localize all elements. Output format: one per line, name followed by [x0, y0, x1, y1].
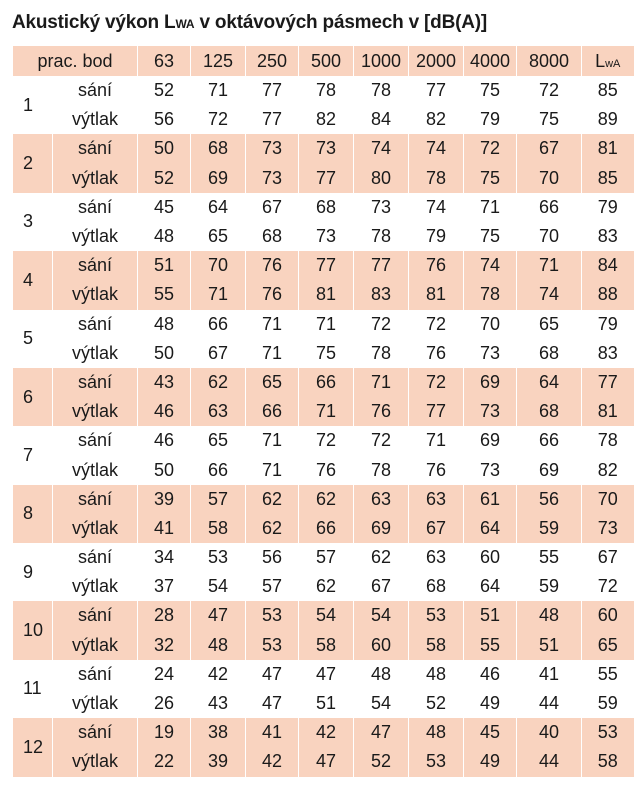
value-cell: 59	[517, 514, 582, 543]
value-cell: 68	[246, 222, 299, 251]
value-cell: 80	[354, 164, 409, 193]
value-cell: 46	[138, 426, 191, 455]
value-cell: 84	[582, 251, 634, 280]
value-cell: 76	[354, 397, 409, 426]
mode-label-vytlak: výtlak	[53, 105, 138, 134]
value-cell: 67	[582, 543, 634, 572]
value-cell: 67	[246, 193, 299, 222]
value-cell: 56	[517, 485, 582, 514]
value-cell: 19	[138, 718, 191, 747]
value-cell: 47	[299, 660, 354, 689]
value-cell: 68	[517, 397, 582, 426]
header-band-2000: 2000	[409, 46, 464, 76]
value-cell: 64	[517, 368, 582, 397]
value-cell: 73	[464, 339, 517, 368]
value-cell: 53	[246, 631, 299, 660]
mode-label-sani: sání	[53, 193, 138, 222]
value-cell: 46	[138, 397, 191, 426]
mode-label-vytlak: výtlak	[53, 689, 138, 718]
table-row	[13, 105, 634, 134]
mode-label-vytlak: výtlak	[53, 455, 138, 484]
value-cell: 66	[191, 455, 246, 484]
value-cell: 72	[354, 310, 409, 339]
value-cell: 69	[464, 426, 517, 455]
value-cell: 52	[138, 164, 191, 193]
value-cell: 82	[409, 105, 464, 134]
mode-label-sani: sání	[53, 368, 138, 397]
value-cell: 82	[299, 105, 354, 134]
mode-label-vytlak: výtlak	[53, 222, 138, 251]
value-cell: 71	[299, 310, 354, 339]
value-cell: 66	[299, 514, 354, 543]
value-cell: 54	[354, 601, 409, 630]
value-cell: 69	[191, 164, 246, 193]
mode-label-vytlak: výtlak	[53, 397, 138, 426]
table-row	[13, 310, 634, 339]
value-cell: 74	[409, 134, 464, 163]
table-row	[13, 134, 634, 163]
value-cell: 66	[191, 310, 246, 339]
value-cell: 64	[191, 193, 246, 222]
value-cell: 78	[409, 164, 464, 193]
value-cell: 79	[582, 310, 634, 339]
value-cell: 68	[517, 339, 582, 368]
value-cell: 48	[409, 718, 464, 747]
value-cell: 73	[299, 222, 354, 251]
value-cell: 76	[409, 455, 464, 484]
value-cell: 52	[409, 689, 464, 718]
value-cell: 28	[138, 601, 191, 630]
value-cell: 66	[517, 426, 582, 455]
value-cell: 78	[354, 222, 409, 251]
operating-point-number: 10	[13, 601, 53, 659]
value-cell: 47	[246, 689, 299, 718]
operating-point-number: 4	[13, 251, 53, 309]
mode-label-sani: sání	[53, 485, 138, 514]
table-row	[13, 660, 634, 689]
value-cell: 73	[464, 455, 517, 484]
table-row	[13, 397, 634, 426]
value-cell: 77	[354, 251, 409, 280]
value-cell: 81	[299, 280, 354, 309]
value-cell: 75	[517, 105, 582, 134]
value-cell: 81	[409, 280, 464, 309]
table-row	[13, 193, 634, 222]
value-cell: 71	[246, 455, 299, 484]
mode-label-sani: sání	[53, 601, 138, 630]
operating-point-number: 1	[13, 76, 53, 134]
value-cell: 65	[246, 368, 299, 397]
mode-label-sani: sání	[53, 134, 138, 163]
value-cell: 55	[464, 631, 517, 660]
value-cell: 66	[517, 193, 582, 222]
table-row	[13, 339, 634, 368]
value-cell: 46	[464, 660, 517, 689]
operating-point-number: 7	[13, 426, 53, 484]
table-row	[13, 747, 634, 776]
header-row	[13, 46, 634, 76]
value-cell: 71	[464, 193, 517, 222]
page-title	[12, 12, 487, 34]
value-cell: 55	[582, 660, 634, 689]
value-cell: 71	[246, 339, 299, 368]
table-row	[13, 631, 634, 660]
value-cell: 58	[299, 631, 354, 660]
mode-label-sani: sání	[53, 718, 138, 747]
value-cell: 69	[517, 455, 582, 484]
value-cell: 72	[582, 572, 634, 601]
value-cell: 66	[246, 397, 299, 426]
value-cell: 62	[299, 572, 354, 601]
value-cell: 52	[354, 747, 409, 776]
value-cell: 77	[246, 76, 299, 105]
header-band-1000: 1000	[354, 46, 409, 76]
value-cell: 72	[191, 105, 246, 134]
value-cell: 85	[582, 164, 634, 193]
value-cell: 42	[191, 660, 246, 689]
value-cell: 39	[138, 485, 191, 514]
value-cell: 41	[138, 514, 191, 543]
value-cell: 62	[246, 514, 299, 543]
value-cell: 43	[138, 368, 191, 397]
value-cell: 49	[464, 689, 517, 718]
value-cell: 50	[138, 134, 191, 163]
value-cell: 53	[191, 543, 246, 572]
operating-point-number: 5	[13, 310, 53, 368]
value-cell: 60	[464, 543, 517, 572]
value-cell: 68	[299, 193, 354, 222]
value-cell: 45	[464, 718, 517, 747]
value-cell: 78	[299, 76, 354, 105]
value-cell: 74	[464, 251, 517, 280]
value-cell: 48	[354, 660, 409, 689]
value-cell: 41	[517, 660, 582, 689]
value-cell: 71	[246, 310, 299, 339]
value-cell: 48	[409, 660, 464, 689]
operating-point-number: 3	[13, 193, 53, 251]
value-cell: 62	[354, 543, 409, 572]
mode-label-vytlak: výtlak	[53, 339, 138, 368]
value-cell: 65	[582, 631, 634, 660]
value-cell: 70	[517, 222, 582, 251]
value-cell: 73	[582, 514, 634, 543]
header-band-8000: 8000	[517, 46, 582, 76]
value-cell: 76	[299, 455, 354, 484]
value-cell: 79	[582, 193, 634, 222]
title-main: Akustický výkon L	[12, 12, 176, 33]
value-cell: 38	[191, 718, 246, 747]
value-cell: 79	[409, 222, 464, 251]
value-cell: 62	[299, 485, 354, 514]
value-cell: 73	[464, 397, 517, 426]
value-cell: 56	[246, 543, 299, 572]
value-cell: 73	[246, 164, 299, 193]
value-cell: 78	[464, 280, 517, 309]
value-cell: 75	[464, 164, 517, 193]
value-cell: 83	[582, 339, 634, 368]
header-band-125: 125	[191, 46, 246, 76]
value-cell: 78	[354, 76, 409, 105]
value-cell: 67	[191, 339, 246, 368]
value-cell: 64	[464, 514, 517, 543]
value-cell: 60	[582, 601, 634, 630]
value-cell: 58	[582, 747, 634, 776]
value-cell: 58	[409, 631, 464, 660]
value-cell: 76	[409, 251, 464, 280]
value-cell: 77	[409, 76, 464, 105]
value-cell: 60	[354, 631, 409, 660]
value-cell: 54	[299, 601, 354, 630]
value-cell: 74	[354, 134, 409, 163]
value-cell: 70	[582, 485, 634, 514]
value-cell: 72	[409, 310, 464, 339]
value-cell: 81	[582, 397, 634, 426]
mode-label-vytlak: výtlak	[53, 572, 138, 601]
value-cell: 59	[582, 689, 634, 718]
value-cell: 54	[191, 572, 246, 601]
operating-point-number: 6	[13, 368, 53, 426]
value-cell: 72	[354, 426, 409, 455]
header-operating-point: prac. bod	[13, 46, 138, 76]
table-row	[13, 76, 634, 105]
value-cell: 55	[138, 280, 191, 309]
value-cell: 63	[354, 485, 409, 514]
value-cell: 47	[354, 718, 409, 747]
value-cell: 85	[582, 76, 634, 105]
table-body	[13, 76, 634, 777]
mode-label-vytlak: výtlak	[53, 514, 138, 543]
value-cell: 32	[138, 631, 191, 660]
value-cell: 57	[191, 485, 246, 514]
value-cell: 81	[582, 134, 634, 163]
value-cell: 70	[464, 310, 517, 339]
sound-power-table	[12, 46, 634, 777]
value-cell: 47	[191, 601, 246, 630]
header-lwa-sub: wA	[605, 57, 621, 70]
mode-label-vytlak: výtlak	[53, 280, 138, 309]
value-cell: 65	[191, 426, 246, 455]
value-cell: 51	[517, 631, 582, 660]
value-cell: 51	[299, 689, 354, 718]
value-cell: 75	[299, 339, 354, 368]
value-cell: 77	[299, 251, 354, 280]
value-cell: 71	[246, 426, 299, 455]
value-cell: 73	[246, 134, 299, 163]
value-cell: 63	[409, 543, 464, 572]
value-cell: 75	[464, 222, 517, 251]
value-cell: 57	[246, 572, 299, 601]
value-cell: 64	[464, 572, 517, 601]
value-cell: 84	[354, 105, 409, 134]
mode-label-sani: sání	[53, 426, 138, 455]
value-cell: 68	[409, 572, 464, 601]
mode-label-vytlak: výtlak	[53, 631, 138, 660]
header-band-500: 500	[299, 46, 354, 76]
value-cell: 48	[138, 310, 191, 339]
value-cell: 63	[409, 485, 464, 514]
table-row	[13, 543, 634, 572]
table-row	[13, 455, 634, 484]
operating-point-number: 9	[13, 543, 53, 601]
title-rest: v oktávových pásmech v [dB(A)]	[194, 12, 487, 33]
header-band-63: 63	[138, 46, 191, 76]
value-cell: 39	[191, 747, 246, 776]
value-cell: 67	[409, 514, 464, 543]
header-band-4000: 4000	[464, 46, 517, 76]
value-cell: 61	[464, 485, 517, 514]
value-cell: 75	[464, 76, 517, 105]
value-cell: 88	[582, 280, 634, 309]
value-cell: 70	[517, 164, 582, 193]
value-cell: 66	[299, 368, 354, 397]
value-cell: 73	[299, 134, 354, 163]
value-cell: 59	[517, 572, 582, 601]
value-cell: 63	[191, 397, 246, 426]
mode-label-vytlak: výtlak	[53, 747, 138, 776]
value-cell: 34	[138, 543, 191, 572]
operating-point-number: 11	[13, 660, 53, 718]
value-cell: 72	[464, 134, 517, 163]
value-cell: 71	[299, 397, 354, 426]
value-cell: 40	[517, 718, 582, 747]
value-cell: 67	[354, 572, 409, 601]
value-cell: 22	[138, 747, 191, 776]
value-cell: 52	[138, 76, 191, 105]
value-cell: 58	[191, 514, 246, 543]
value-cell: 42	[246, 747, 299, 776]
value-cell: 53	[246, 601, 299, 630]
header-lwa-main: L	[595, 50, 606, 71]
value-cell: 47	[299, 747, 354, 776]
value-cell: 78	[354, 455, 409, 484]
table-row	[13, 514, 634, 543]
value-cell: 77	[299, 164, 354, 193]
value-cell: 69	[464, 368, 517, 397]
value-cell: 68	[191, 134, 246, 163]
value-cell: 71	[517, 251, 582, 280]
table-row	[13, 280, 634, 309]
value-cell: 43	[191, 689, 246, 718]
value-cell: 37	[138, 572, 191, 601]
value-cell: 77	[409, 397, 464, 426]
table-row	[13, 572, 634, 601]
table-row	[13, 368, 634, 397]
value-cell: 77	[582, 368, 634, 397]
value-cell: 83	[582, 222, 634, 251]
mode-label-vytlak: výtlak	[53, 164, 138, 193]
value-cell: 78	[354, 339, 409, 368]
value-cell: 83	[354, 280, 409, 309]
table-row	[13, 689, 634, 718]
value-cell: 44	[517, 689, 582, 718]
value-cell: 71	[191, 280, 246, 309]
mode-label-sani: sání	[53, 251, 138, 280]
operating-point-number: 12	[13, 718, 53, 776]
value-cell: 50	[138, 339, 191, 368]
value-cell: 71	[354, 368, 409, 397]
value-cell: 56	[138, 105, 191, 134]
value-cell: 24	[138, 660, 191, 689]
value-cell: 48	[517, 601, 582, 630]
header-lwa	[582, 46, 634, 76]
value-cell: 71	[191, 76, 246, 105]
value-cell: 62	[191, 368, 246, 397]
table-row	[13, 164, 634, 193]
operating-point-number: 2	[13, 134, 53, 192]
table-row	[13, 485, 634, 514]
title-subscript: WA	[175, 17, 195, 31]
value-cell: 73	[354, 193, 409, 222]
value-cell: 78	[582, 426, 634, 455]
value-cell: 76	[246, 251, 299, 280]
value-cell: 67	[517, 134, 582, 163]
mode-label-sani: sání	[53, 310, 138, 339]
value-cell: 42	[299, 718, 354, 747]
value-cell: 48	[138, 222, 191, 251]
header-band-250: 250	[246, 46, 299, 76]
table-row	[13, 222, 634, 251]
value-cell: 54	[354, 689, 409, 718]
table-row	[13, 251, 634, 280]
mode-label-sani: sání	[53, 543, 138, 572]
value-cell: 69	[354, 514, 409, 543]
value-cell: 50	[138, 455, 191, 484]
value-cell: 70	[191, 251, 246, 280]
value-cell: 82	[582, 455, 634, 484]
value-cell: 53	[409, 601, 464, 630]
value-cell: 76	[409, 339, 464, 368]
value-cell: 76	[246, 280, 299, 309]
value-cell: 26	[138, 689, 191, 718]
value-cell: 51	[464, 601, 517, 630]
value-cell: 74	[409, 193, 464, 222]
table-row	[13, 718, 634, 747]
value-cell: 89	[582, 105, 634, 134]
value-cell: 72	[299, 426, 354, 455]
operating-point-number: 8	[13, 485, 53, 543]
value-cell: 41	[246, 718, 299, 747]
value-cell: 53	[582, 718, 634, 747]
value-cell: 47	[246, 660, 299, 689]
value-cell: 74	[517, 280, 582, 309]
value-cell: 53	[409, 747, 464, 776]
value-cell: 65	[191, 222, 246, 251]
mode-label-sani: sání	[53, 76, 138, 105]
table-row	[13, 426, 634, 455]
value-cell: 44	[517, 747, 582, 776]
value-cell: 62	[246, 485, 299, 514]
value-cell: 72	[409, 368, 464, 397]
table-row	[13, 601, 634, 630]
value-cell: 55	[517, 543, 582, 572]
value-cell: 65	[517, 310, 582, 339]
value-cell: 77	[246, 105, 299, 134]
value-cell: 45	[138, 193, 191, 222]
value-cell: 79	[464, 105, 517, 134]
value-cell: 71	[409, 426, 464, 455]
value-cell: 72	[517, 76, 582, 105]
value-cell: 49	[464, 747, 517, 776]
mode-label-sani: sání	[53, 660, 138, 689]
value-cell: 48	[191, 631, 246, 660]
value-cell: 57	[299, 543, 354, 572]
value-cell: 51	[138, 251, 191, 280]
